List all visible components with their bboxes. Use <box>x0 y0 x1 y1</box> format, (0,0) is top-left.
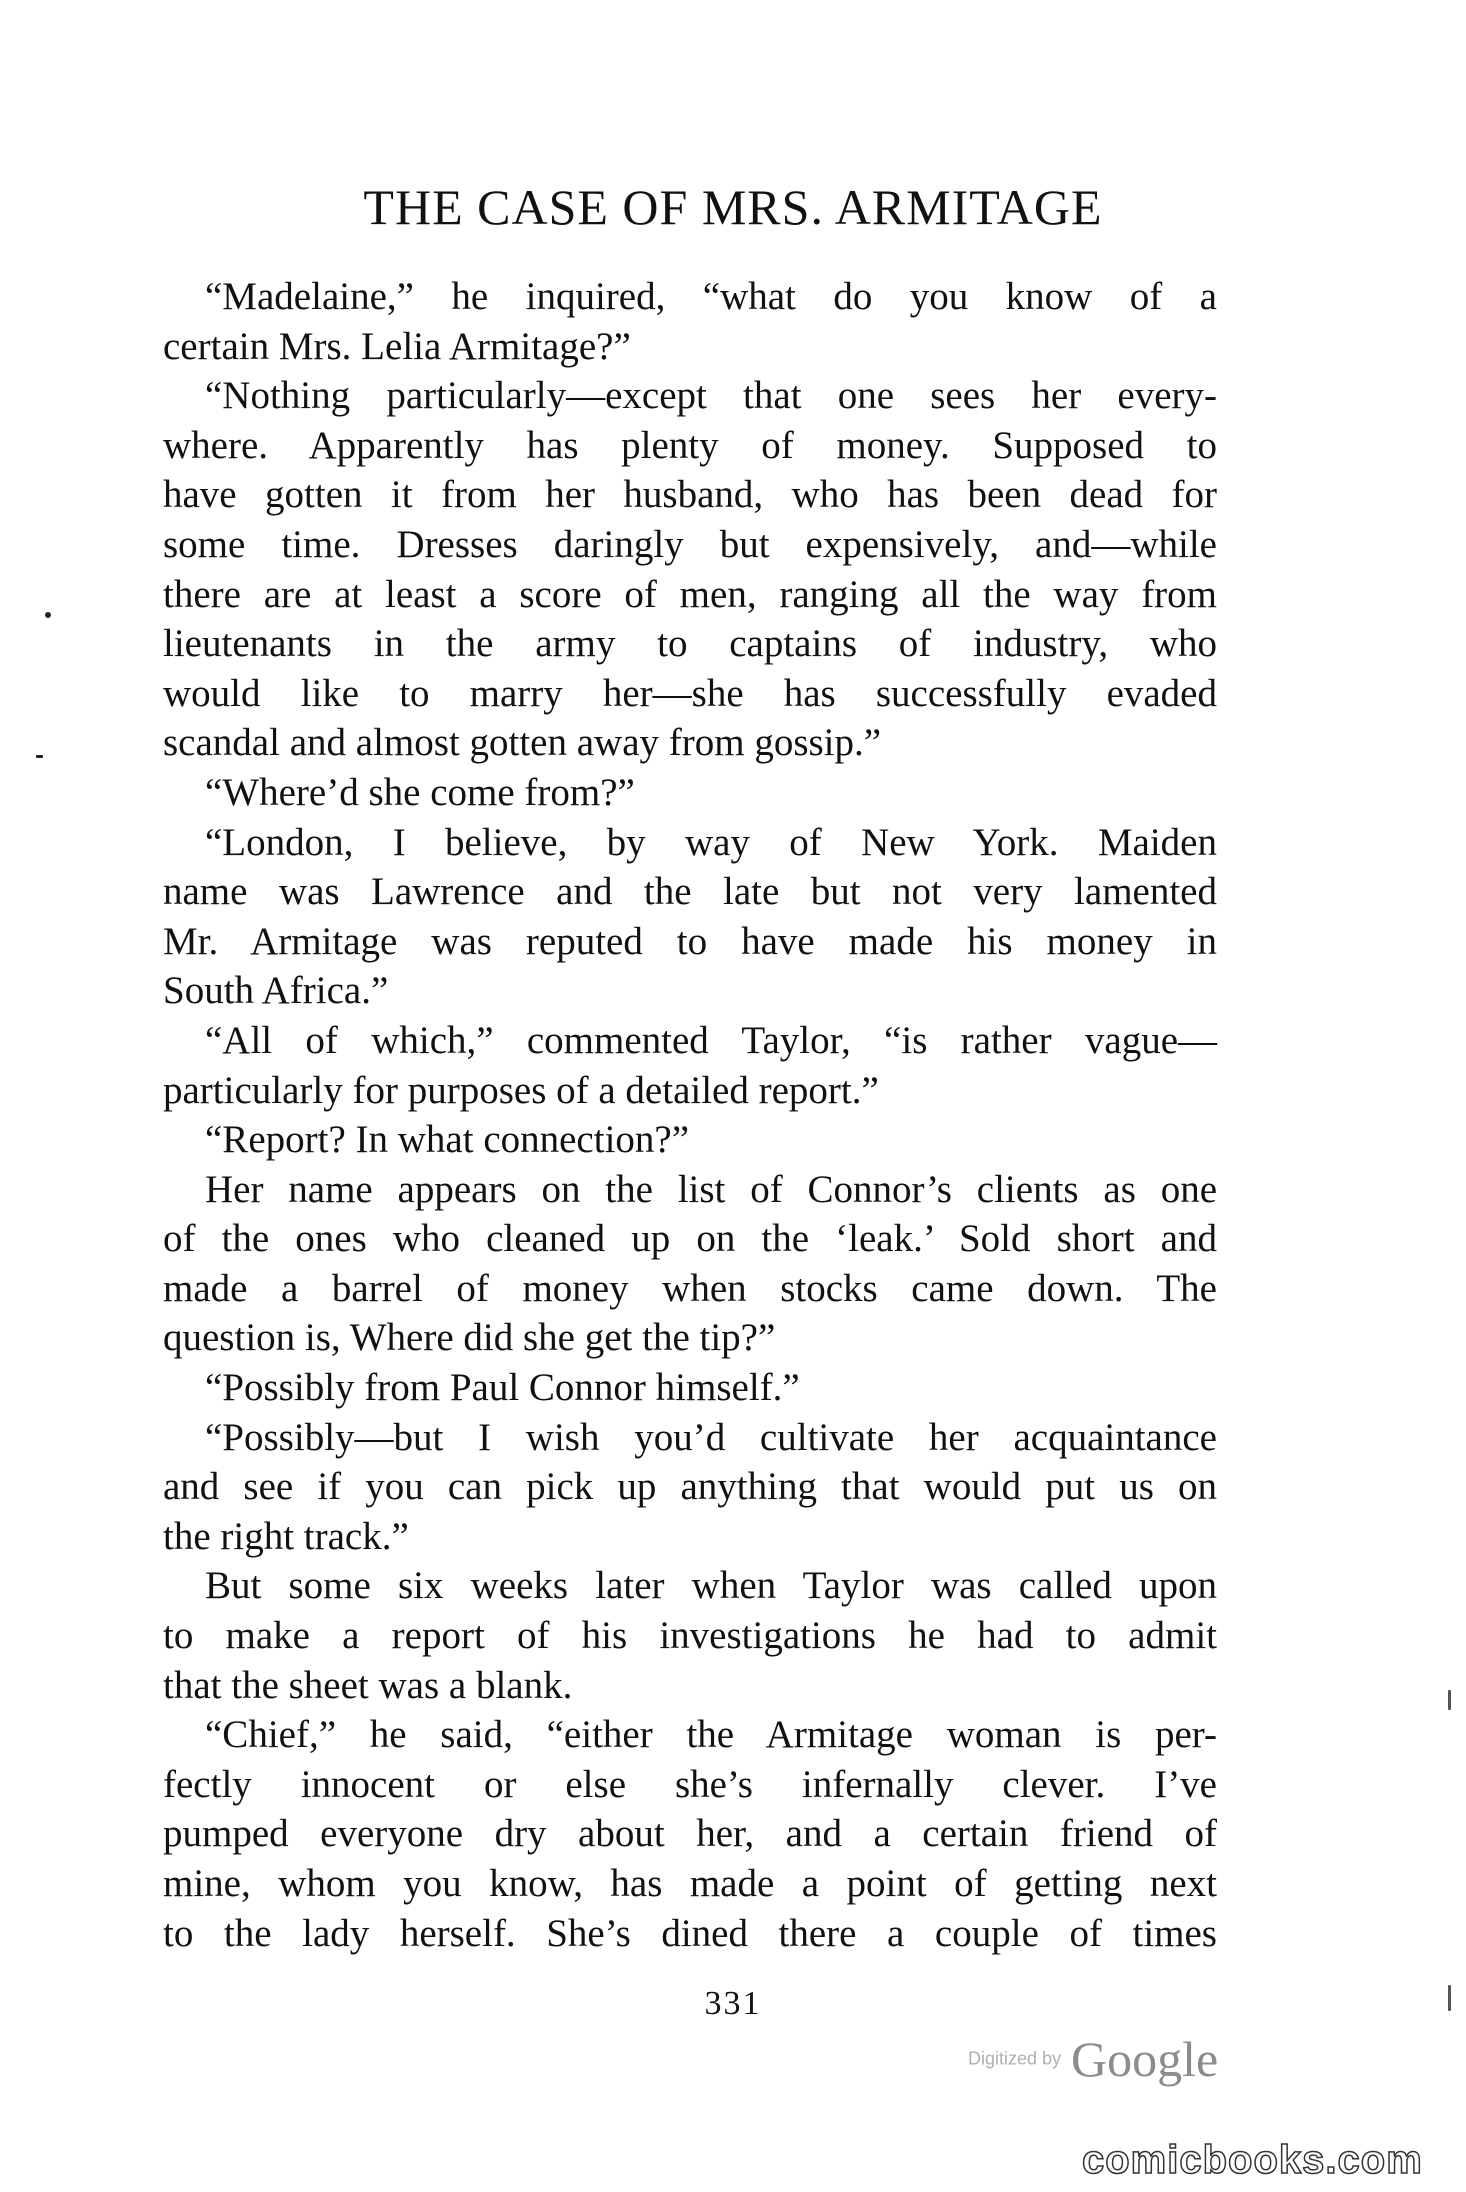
text-line: “Report? In what connection?” <box>205 1118 690 1162</box>
digitized-by-label: Digitized by <box>968 2048 1062 2069</box>
text-line: question is, Where did she get the tip?” <box>163 1316 776 1360</box>
text-line: “Nothing particularly—except that one sees her every- <box>205 374 1217 418</box>
text-line: particularly for purposes of a detailed report.” <box>163 1068 879 1112</box>
text-line: “Chief,” he said, “either the Armitage woman is per- <box>205 1713 1217 1757</box>
text-line: “Possibly—but I wish you’d cultivate her acquaintance <box>205 1415 1217 1459</box>
text-line: mine, whom you know, has made a point of getting next <box>163 1862 1217 1905</box>
watermark: comicbooks.com <box>1082 2138 1423 2182</box>
text-line: pumped everyone dry about her, and a certain friend of <box>163 1812 1217 1856</box>
body-text <box>163 272 1217 1958</box>
text-line: “All of which,” commented Taylor, “is rather vague— <box>205 1018 1217 1062</box>
text-line: Mr. Armitage was reputed to have made his money in <box>163 919 1217 963</box>
page-number: 331 <box>704 1985 762 2022</box>
scan-speck <box>1448 1690 1451 1710</box>
text-line: would like to marry her—she has successfully evaded <box>163 671 1217 715</box>
text-line: “Possibly from Paul Connor himself.” <box>205 1366 800 1410</box>
text-line: Her name appears on the list of Connor’s clients as one <box>205 1167 1217 1211</box>
scan-speck <box>36 755 43 758</box>
text-line: lieutenants in the army to captains of industry, who <box>163 622 1217 666</box>
text-line: of the ones who cleaned up on the ‘leak.’ Sold short and <box>163 1217 1217 1261</box>
text-line: the right track.” <box>163 1514 409 1558</box>
text-line: made a barrel of money when stocks came down. The <box>163 1266 1217 1310</box>
text-line: to the lady herself. She’s dined there a couple of times <box>163 1911 1217 1955</box>
text-line: South Africa.” <box>163 969 389 1013</box>
text-line: some time. Dresses daringly but expensively, and—while <box>163 522 1217 566</box>
text-line: where. Apparently has plenty of money. Supposed to <box>163 423 1217 467</box>
running-head: THE CASE OF MRS. ARMITAGE <box>363 179 1103 235</box>
scan-speck <box>1448 1985 1451 2011</box>
text-line: “Madelaine,” he inquired, “what do you know of a <box>205 275 1217 318</box>
text-line: scandal and almost gotten away from gossip.” <box>163 721 882 765</box>
text-line: and see if you can pick up anything that would put us on <box>163 1465 1217 1509</box>
google-digitized-mark <box>968 2030 1218 2088</box>
text-line: there are at least a score of men, ranging all the way from <box>163 572 1217 616</box>
text-line: “Where’d she come from?” <box>205 770 635 814</box>
text-line: have gotten it from her husband, who has been dead for <box>163 473 1217 517</box>
scan-speck <box>45 612 51 618</box>
text-line: certain Mrs. Lelia Armitage?” <box>163 324 631 368</box>
text-line: “London, I believe, by way of New York. Maiden <box>205 820 1217 864</box>
text-line: that the sheet was a blank. <box>163 1663 573 1707</box>
google-logo: Google <box>1071 2031 1219 2087</box>
text-line: But some six weeks later when Taylor was called upon <box>205 1564 1217 1608</box>
text-line: name was Lawrence and the late but not very lamented <box>163 870 1217 914</box>
text-line: fectly innocent or else she’s infernally clever. I’ve <box>163 1762 1217 1806</box>
text-line: to make a report of his investigations he had to admit <box>163 1614 1217 1658</box>
